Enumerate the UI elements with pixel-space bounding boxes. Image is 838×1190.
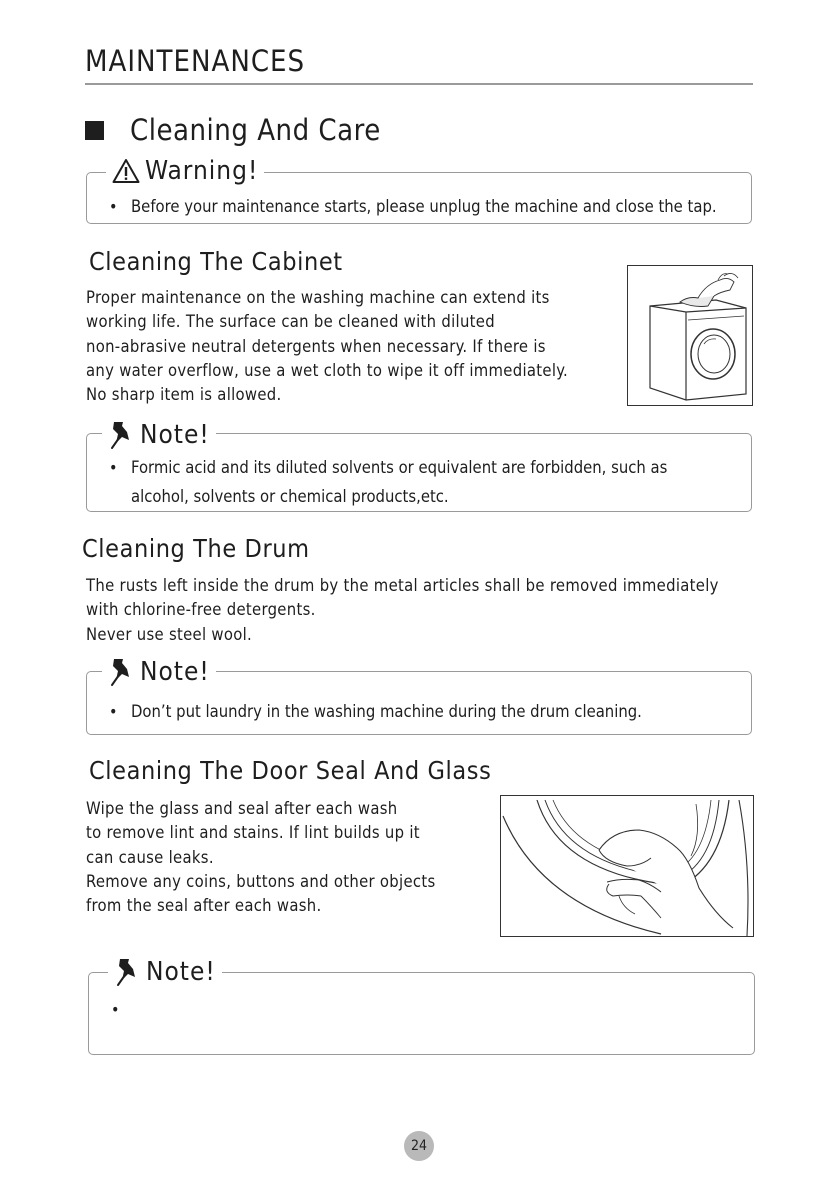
page-title: MAINTENANCES xyxy=(85,44,306,78)
text-line: from the seal after each wash. xyxy=(86,896,322,916)
cabinet-heading: Cleaning The Cabinet xyxy=(89,247,343,276)
text-line: can cause leaks. xyxy=(86,847,214,867)
pushpin-icon xyxy=(108,420,134,450)
pushpin-icon xyxy=(114,957,140,987)
text-line: any water overflow, use a wet cloth to wipe it off immediately. xyxy=(86,360,569,380)
text-line: The rusts left inside the drum by the metal articles shall be removed immediately xyxy=(86,576,719,595)
door-heading: Cleaning The Door Seal And Glass xyxy=(89,756,492,785)
door-seal-illustration xyxy=(500,795,754,937)
warning-list xyxy=(107,192,717,221)
door-note-label xyxy=(108,955,222,989)
cabinet-note-list xyxy=(107,453,717,511)
text-line: Never use steel wool. xyxy=(86,624,253,644)
list-item: • Formic acid and its diluted solvents or equivalent are forbidden, such as alcohol, solvents or chemical products,etc. xyxy=(107,453,717,511)
text-line: Proper maintenance on the washing machine can extend its xyxy=(86,288,550,307)
warning-label xyxy=(106,154,264,188)
washing-machine-image xyxy=(628,266,752,405)
list-item: • Before your maintenance starts, please unplug the machine and close the tap. xyxy=(107,192,717,221)
page-number: 24 xyxy=(410,1138,428,1154)
cabinet-note-label xyxy=(102,418,216,452)
door-seal-image xyxy=(501,796,753,936)
drum-paragraph xyxy=(86,574,766,647)
note-label-text: Note! xyxy=(146,957,216,987)
text-line: non-abrasive neutral detergents when necessary. If there is xyxy=(86,336,546,356)
square-bullet-icon xyxy=(85,121,104,140)
drum-note-label xyxy=(102,655,216,689)
page-number-badge xyxy=(404,1131,434,1161)
text-line: No sharp item is allowed. xyxy=(86,385,282,405)
cabinet-paragraph xyxy=(86,286,606,407)
text-line: to remove lint and stains. If lint builds up it xyxy=(86,823,420,843)
drum-heading: Cleaning The Drum xyxy=(82,534,310,563)
cabinet-illustration xyxy=(627,265,753,406)
text-line: Remove any coins, buttons and other objects xyxy=(86,871,436,891)
note-label-text: Note! xyxy=(140,420,210,450)
note-label-text: Note! xyxy=(140,657,210,687)
text-line: working life. The surface can be cleaned with diluted xyxy=(86,312,495,332)
section-heading xyxy=(85,110,381,150)
drum-note-list xyxy=(107,697,642,726)
section-title: Cleaning And Care xyxy=(130,113,381,147)
text-line: with chlorine-free detergents. xyxy=(86,600,316,620)
title-divider xyxy=(85,83,753,85)
warning-label-text: Warning! xyxy=(145,156,259,186)
pushpin-icon xyxy=(108,657,134,687)
list-item: • Don’t put laundry in the washing machine during the drum cleaning. xyxy=(107,697,642,726)
text-line: Wipe the glass and seal after each wash xyxy=(86,799,398,818)
door-paragraph xyxy=(86,797,486,918)
warning-triangle-icon xyxy=(112,158,140,184)
